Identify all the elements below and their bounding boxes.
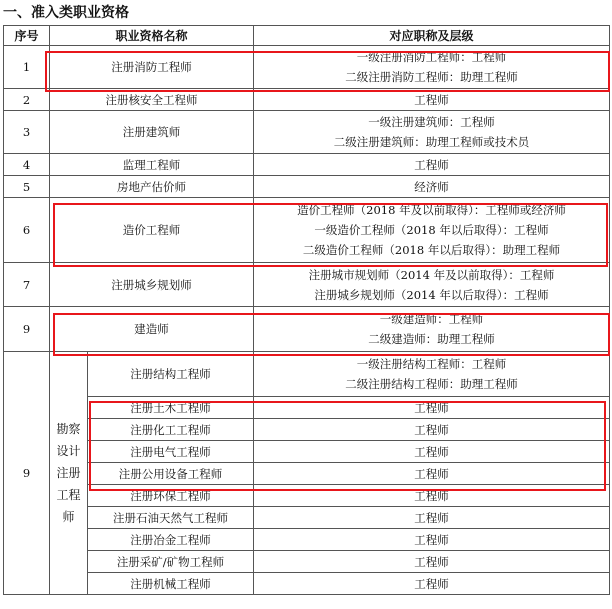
qualification-name: 建造师: [50, 307, 254, 352]
qualification-name: 注册冶金工程师: [88, 529, 254, 551]
title-levels: [254, 198, 610, 263]
title-level-line: 二级造价工程师（2018 年以后取得）：助理工程师: [302, 243, 561, 257]
qualification-name: 注册城乡规划师: [50, 263, 254, 307]
title-level-line: 经济师: [414, 179, 449, 194]
title-levels: [254, 307, 610, 352]
qualification-name: 注册核安全工程师: [50, 89, 254, 111]
title-level-line: 工程师: [414, 576, 449, 591]
qualification-name: 注册建筑师: [50, 111, 254, 154]
header-no: 序号: [4, 26, 50, 46]
title-level-line: 工程师: [414, 422, 449, 437]
qualification-name: 注册消防工程师: [50, 46, 254, 89]
title-level-line: 一级注册结构工程师：工程师: [356, 357, 507, 371]
row-number: 7: [4, 263, 50, 307]
qualification-name: 注册土木工程师: [88, 397, 254, 419]
group-category: [50, 352, 88, 595]
title-levels: [254, 419, 610, 441]
qualification-name: 注册机械工程师: [88, 573, 254, 595]
title-levels: [254, 441, 610, 463]
title-level-line: 二级建造师：助理工程师: [368, 332, 495, 346]
table-row: [4, 111, 610, 154]
row-number: 4: [4, 154, 50, 176]
title-level-line: 工程师: [414, 157, 449, 172]
table-row: [4, 198, 610, 263]
row-number: 1: [4, 46, 50, 89]
qualification-name: 注册化工工程师: [88, 419, 254, 441]
title-levels: [254, 46, 610, 89]
table-row: [4, 352, 610, 397]
table-row: [4, 46, 610, 89]
title-level-line: 工程师: [414, 400, 449, 415]
table-row: [4, 529, 610, 551]
title-levels: [254, 154, 610, 176]
table-row: [4, 397, 610, 419]
title-levels: [254, 463, 610, 485]
title-levels: [254, 176, 610, 198]
table-row: [4, 89, 610, 111]
group-category-label: 勘察设计注册工程师: [56, 422, 81, 524]
title-levels: [254, 397, 610, 419]
row-number: 9: [4, 352, 50, 595]
table-row: [4, 176, 610, 198]
table-row: [4, 551, 610, 573]
title-level-line: 二级注册结构工程师：助理工程师: [345, 377, 518, 391]
title-level-line: 工程师: [414, 532, 449, 547]
qualification-name: 注册电气工程师: [88, 441, 254, 463]
qualification-name: 注册石油天然气工程师: [88, 507, 254, 529]
title-level-line: 工程师: [414, 488, 449, 503]
title-levels: [254, 529, 610, 551]
header-levels: 对应职称及层级: [254, 26, 610, 46]
title-levels: [254, 485, 610, 507]
title-level-line: 工程师: [414, 510, 449, 525]
row-number: 2: [4, 89, 50, 111]
title-level-line: 工程师: [414, 554, 449, 569]
title-levels: [254, 507, 610, 529]
qualification-name: 注册结构工程师: [88, 352, 254, 397]
title-levels: [254, 551, 610, 573]
table-row: [4, 573, 610, 595]
title-level-line: 二级注册建筑师：助理工程师或技术员: [333, 135, 530, 149]
title-levels: [254, 352, 610, 397]
title-levels: [254, 111, 610, 154]
row-number: 3: [4, 111, 50, 154]
table-row: [4, 463, 610, 485]
qualification-name: 监理工程师: [50, 154, 254, 176]
title-level-line: 工程师: [414, 92, 449, 107]
title-levels: [254, 263, 610, 307]
qualification-table: [3, 25, 610, 595]
title-level-line: 二级注册消防工程师：助理工程师: [345, 70, 518, 84]
qualification-name: 注册公用设备工程师: [88, 463, 254, 485]
title-level-line: 一级造价工程师（2018 年以后取得）：工程师: [314, 223, 549, 237]
section-title: 一、准入类职业资格: [3, 5, 129, 21]
table-header-row: [4, 26, 610, 46]
row-number: 5: [4, 176, 50, 198]
title-level-line: 一级建造师：工程师: [379, 312, 484, 326]
row-number: 6: [4, 198, 50, 263]
qualification-name: 造价工程师: [50, 198, 254, 263]
qualification-name: 注册采矿/矿物工程师: [88, 551, 254, 573]
title-levels: [254, 573, 610, 595]
table-row: [4, 507, 610, 529]
table-row: [4, 154, 610, 176]
header-name: 职业资格名称: [50, 26, 254, 46]
table-row: [4, 485, 610, 507]
title-level-line: 造价工程师（2018 年及以前取得）：工程师或经济师: [297, 203, 566, 217]
title-level-line: 注册城乡规划师（2014 年以后取得）：工程师: [314, 287, 549, 302]
table-row: [4, 419, 610, 441]
row-number: 9: [4, 307, 50, 352]
title-level-line: 一级注册建筑师：工程师: [368, 115, 495, 129]
table-row: [4, 441, 610, 463]
table-row: [4, 263, 610, 307]
qualification-name: 注册环保工程师: [88, 485, 254, 507]
table-row: [4, 307, 610, 352]
title-level-line: 工程师: [414, 466, 449, 481]
title-level-line: 注册城市规划师（2014 年及以前取得）：工程师: [308, 267, 555, 282]
qualification-name: 房地产估价师: [50, 176, 254, 198]
title-level-line: 工程师: [414, 444, 449, 459]
title-levels: [254, 89, 610, 111]
title-level-line: 一级注册消防工程师：工程师: [356, 50, 507, 64]
